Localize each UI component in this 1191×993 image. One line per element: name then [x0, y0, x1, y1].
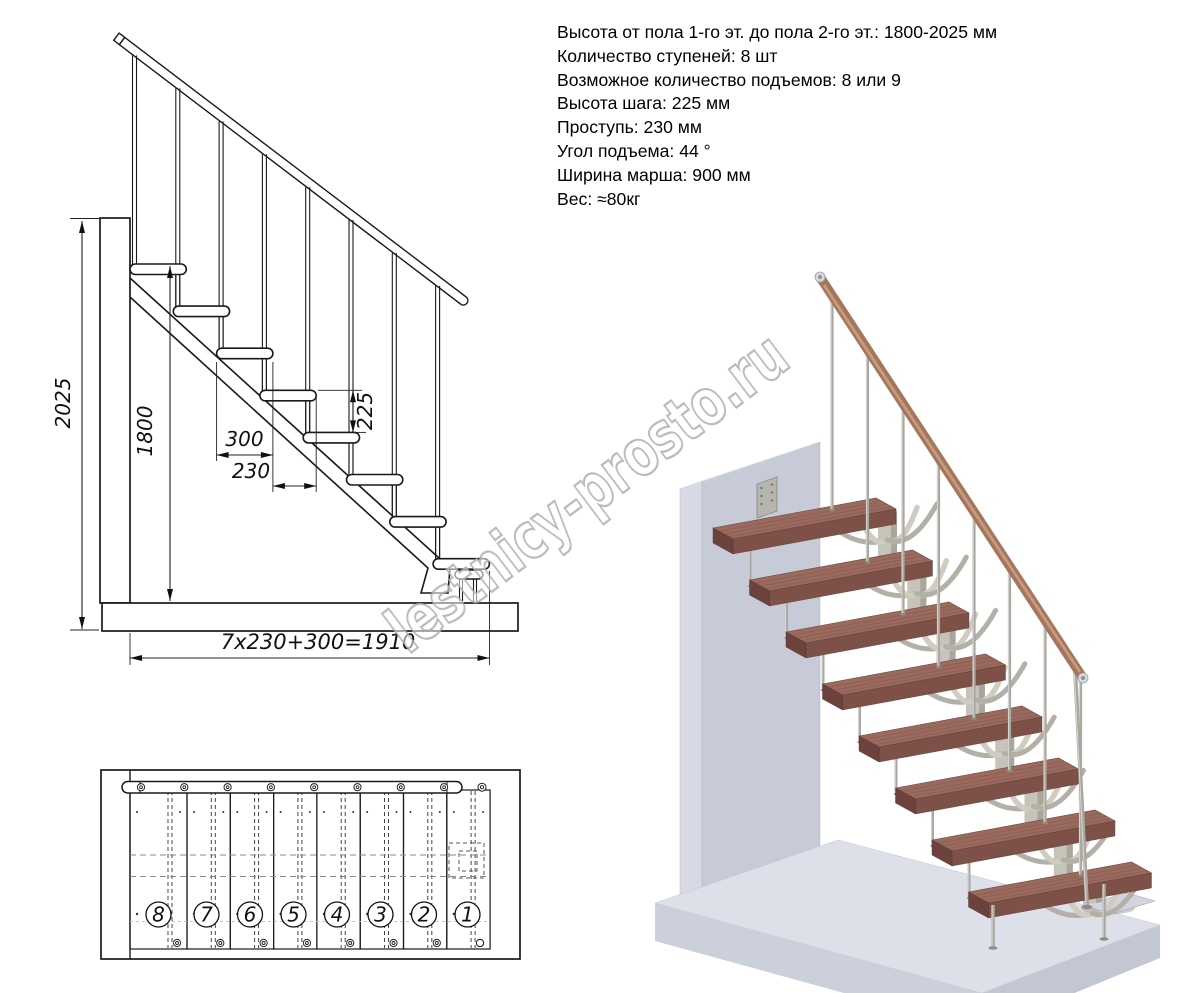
- dim-floor-height: 1800: [133, 405, 157, 457]
- spec-line: Угол подъема: 44 °: [557, 140, 711, 161]
- plan-view-drawing: [101, 770, 520, 959]
- watermark-text: lestnicy-prosto.ru: [373, 221, 932, 668]
- step-number-badge: [455, 902, 480, 927]
- spec-line: Проступь: 230 мм: [557, 117, 702, 138]
- spec-line: Ширина марша: 900 мм: [557, 164, 751, 185]
- step-number-badge: [238, 902, 263, 927]
- step-number-badge: [368, 902, 393, 927]
- step-number: 4: [330, 902, 344, 927]
- step-number: 6: [243, 902, 257, 927]
- dim-total-height: 2025: [51, 377, 75, 429]
- step-number-badge: [194, 902, 219, 927]
- spec-text-block: [557, 21, 1097, 211]
- dim-tread-depth: 300: [225, 427, 264, 451]
- step-number: 7: [200, 902, 213, 927]
- step-number: 1: [461, 902, 474, 927]
- spec-line: Количество ступеней: 8 шт: [557, 45, 778, 66]
- dim-step-run: 230: [231, 459, 271, 483]
- step-number: 5: [287, 902, 300, 927]
- step-number-badge: [412, 902, 437, 927]
- spec-line: Вес: ≈80кг: [557, 188, 641, 209]
- step-number: 3: [374, 902, 387, 927]
- spec-line: Высота шага: 225 мм: [557, 93, 731, 114]
- step-number: 8: [152, 902, 165, 927]
- step-number: 2: [417, 902, 431, 927]
- dim-step-rise: 225: [353, 391, 377, 431]
- spec-line: Возможное количество подъемов: 8 или 9: [557, 69, 901, 90]
- dim-total-run: 7x230+300=1910: [220, 630, 416, 654]
- step-number-badge: [281, 902, 306, 927]
- step-number-badge: [325, 902, 350, 927]
- spec-line: Высота от пола 1-го эт. до пола 2-го эт.: 1800-2025 мм: [557, 22, 998, 42]
- step-number-badge: [146, 902, 171, 927]
